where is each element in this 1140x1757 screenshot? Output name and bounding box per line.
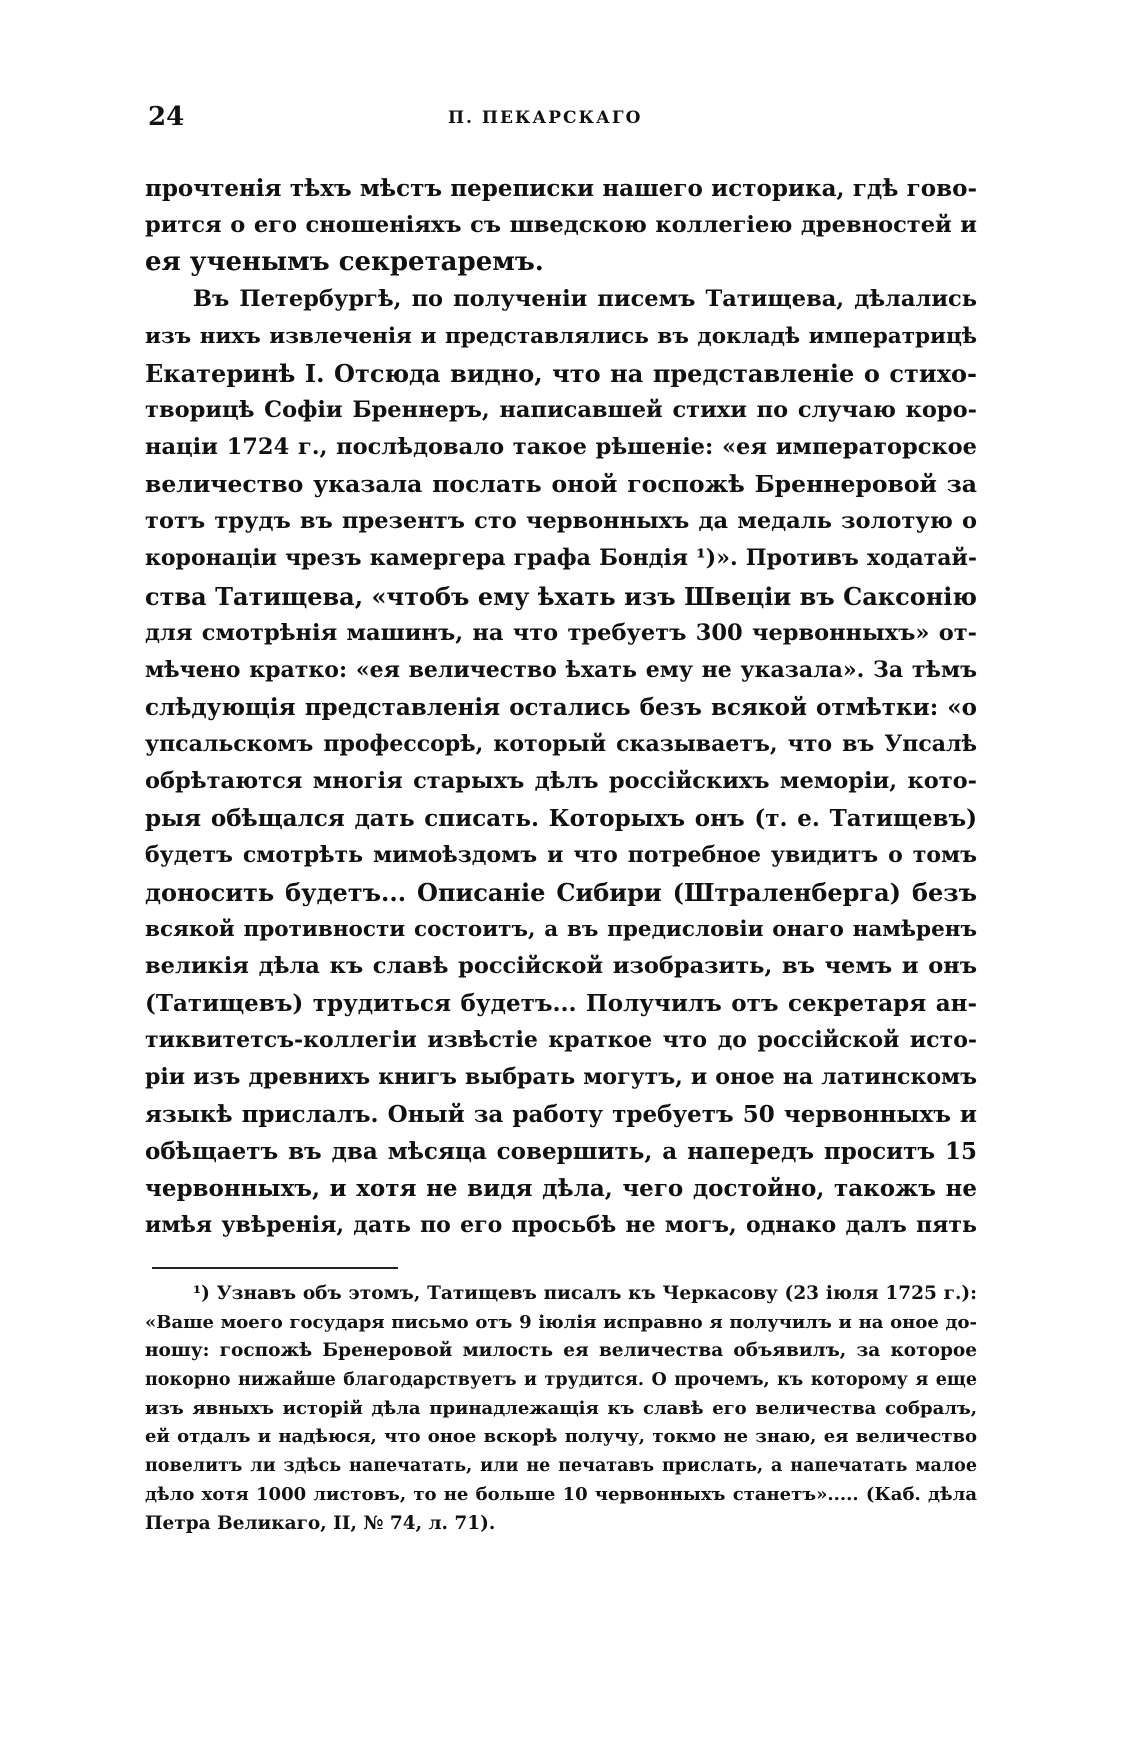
text-line: націи 1724 г., послѣдовало такое рѣшеніе: «ея императорское bbox=[145, 434, 977, 461]
footnote-line: покорно нижайше благодарствуетъ и трудится. О прочемъ, къ которому я еще bbox=[145, 1370, 977, 1391]
text-line: обрѣтаются многія старыхъ дѣлъ россійскихъ меморіи, кото- bbox=[145, 767, 977, 794]
text-line: тиквитетсъ-коллегіи извѣстіе краткое что до россійской исто- bbox=[145, 1027, 977, 1054]
footnote-line: дѣло хотя 1000 листовъ, то не больше 10 червонныхъ станетъ»..... (Каб. дѣла bbox=[145, 1483, 977, 1505]
text-line: слѣдующія представленія остались безъ всякой отмѣтки: «о bbox=[145, 693, 977, 721]
footnote-line: повелитъ ли здѣсь напечатать, или не печатавъ прислать, а напечатать малое bbox=[145, 1456, 977, 1477]
page-number: 24 bbox=[148, 102, 185, 132]
footnote-line: Петра Великаго, II, № 74, л. 71). bbox=[145, 1512, 496, 1534]
text-line: творицѣ Софіи Бреннеръ, написавшей стихи по случаю коро- bbox=[145, 397, 977, 424]
text-line: будетъ смотрѣть мимоѣздомъ и что потребное увидитъ о томъ bbox=[145, 841, 977, 868]
footnote-divider bbox=[152, 1267, 398, 1269]
text-line: доносить будетъ... Описаніе Сибири (Штраленберга) безъ bbox=[145, 877, 977, 907]
text-line: упсальскомъ профессорѣ, который сказываетъ, что въ Упсалѣ bbox=[145, 730, 977, 757]
text-line: величество указала послать оной госпожѣ Бреннеровой за bbox=[145, 470, 977, 499]
text-line: тотъ трудъ въ презентъ сто червонныхъ да медаль золотую о bbox=[145, 508, 977, 535]
text-line: червонныхъ, и хотя не видя дѣла, чего достойно, такожъ не bbox=[145, 1175, 977, 1203]
text-line: изъ нихъ извлеченія и представлялись въ докладѣ императрицѣ bbox=[145, 324, 977, 350]
footnote-line: ей отдалъ и надѣюся, что оное вскорѣ получу, токмо не знаю, ея величество bbox=[145, 1426, 977, 1448]
footnote-line: ¹) Узнавъ объ этомъ, Татищевъ писалъ къ Черкасову (23 іюля 1725 г.): bbox=[193, 1283, 977, 1304]
text-line: обѣщаетъ въ два мѣсяца совершить, а напередъ проситъ 15 bbox=[145, 1138, 977, 1166]
footnote bbox=[145, 1280, 977, 1538]
footnote-line: «Ваше моего государя письмо отъ 9 іюлія исправно я получилъ и на оное до- bbox=[145, 1311, 977, 1333]
text-line: коронаціи чрезъ камергера графа Бондія ¹)». Противъ ходатай- bbox=[145, 545, 977, 572]
text-line: языкѣ прислалъ. Оный за работу требуетъ 50 червонныхъ и bbox=[145, 1101, 977, 1129]
footnote-line: изъ явныхъ исторій дѣла принадлежащія къ славѣ его величества собралъ, bbox=[145, 1397, 977, 1419]
text-line: имѣя увѣренія, дать по его просьбѣ не могъ, однако далъ пять bbox=[145, 1212, 977, 1239]
text-line: Въ Петербургѣ, по полученіи писемъ Татищева, дѣлались bbox=[193, 286, 977, 313]
text-line: всякой противности состоитъ, а въ предисловіи онаго намѣренъ bbox=[145, 916, 977, 942]
page-header bbox=[148, 102, 978, 142]
text-line: ея ученымъ секретаремъ. bbox=[145, 247, 544, 278]
text-line: мѣчено кратко: «ея величество ѣхать ему не указала». За тѣмъ bbox=[145, 656, 977, 683]
text-line: рится о его сношеніяхъ съ шведскою коллегіею древностей и bbox=[145, 212, 977, 239]
text-line: рыя обѣщался дать списать. Которыхъ онъ (т. е. Татищевъ) bbox=[145, 804, 977, 832]
main-text bbox=[145, 170, 977, 1244]
text-line: (Татищевъ) трудиться будетъ... Получилъ отъ секретаря ан- bbox=[145, 990, 977, 1018]
text-line: ства Татищева, «чтобъ ему ѣхать изъ Швеціи въ Саксонію bbox=[145, 581, 977, 611]
text-line: Екатеринѣ I. Отсюда видно, что на представленіе о стихо- bbox=[145, 359, 977, 389]
text-line: ріи изъ древнихъ книгъ выбрать могутъ, и оное на латинскомъ bbox=[145, 1064, 977, 1091]
footnote-line: ношу: госпожѣ Бренеровой милость ея величества объявилъ, за которое bbox=[145, 1340, 977, 1362]
text-line: прочтенія тѣхъ мѣстъ переписки нашего историка, гдѣ гово- bbox=[145, 175, 977, 202]
running-head: П. ПЕКАРСКАГО bbox=[448, 108, 643, 128]
text-line: для смотрѣнія машинъ, на что требуетъ 300 червонныхъ» от- bbox=[145, 619, 977, 646]
text-line: великія дѣла къ славѣ россійской изобразить, въ чемъ и онъ bbox=[145, 952, 977, 979]
